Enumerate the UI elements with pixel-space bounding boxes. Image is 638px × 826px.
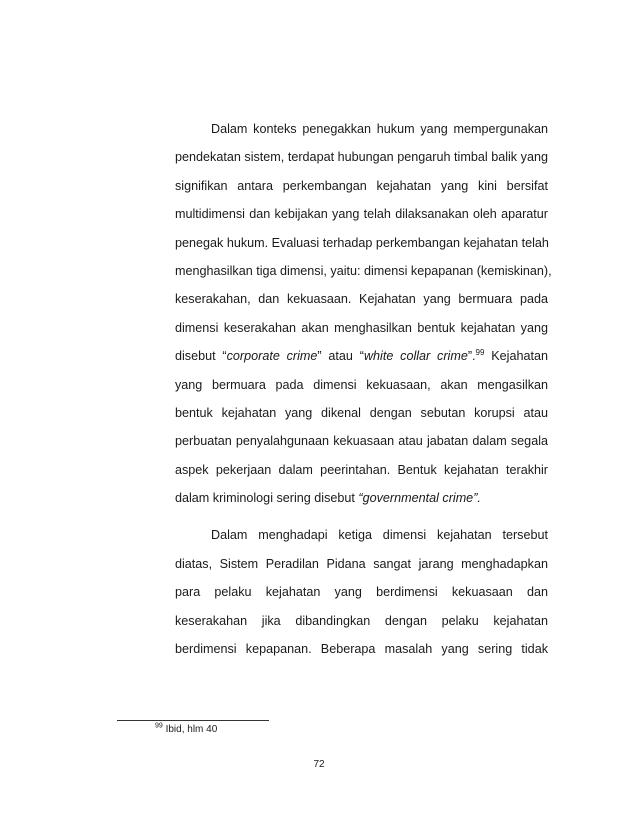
text-fragment: Kejahatan bbox=[484, 349, 548, 364]
text-line: diatas, Sistem Peradilan Pidana sangat jarang menghadapkan bbox=[175, 556, 548, 571]
footnote-reference: 99 bbox=[475, 347, 485, 357]
text-line: para pelaku kejahatan yang berdimensi kekuasaan dan bbox=[175, 585, 548, 600]
text-line: yang bermuara pada dimensi kekuasaan, akan mengasilkan bbox=[175, 377, 548, 392]
text-fragment: ” atau “ bbox=[317, 349, 364, 364]
text-line: berdimensi kepapanan. Beberapa masalah yang sering tidak bbox=[175, 642, 548, 657]
text-line: aspek pekerjaan dalam peerintahan. Bentuk kejahatan terakhir bbox=[175, 462, 548, 477]
text-fragment: disebut “ bbox=[175, 349, 227, 364]
text-line: penegak hukum. Evaluasi terhadap perkembangan kejahatan telah bbox=[175, 235, 549, 250]
footnote-separator bbox=[117, 720, 269, 721]
text-line: pendekatan sistem, terdapat hubungan pengaruh timbal balik yang bbox=[175, 150, 548, 165]
italic-term-corporate-crime: corporate crime bbox=[226, 349, 318, 364]
italic-term-governmental-crime: “governmental crime”. bbox=[358, 491, 481, 506]
text-line: bentuk kejahatan yang dikenal dengan sebutan korupsi atau bbox=[175, 405, 548, 420]
text-fragment: ”. bbox=[467, 349, 476, 364]
text-line: Dalam menghadapi ketiga dimensi kejahatan tersebut bbox=[211, 528, 548, 543]
body-text bbox=[175, 115, 552, 663]
text-line: perbuatan penyalahgunaan kekuasaan atau jabatan dalam segala bbox=[175, 434, 548, 449]
text-line: signifikan antara perkembangan kejahatan yang kini bersifat bbox=[175, 178, 548, 193]
paragraph-2 bbox=[175, 521, 548, 663]
text-line: dimensi keserakahan akan menghasilkan bentuk kejahatan yang bbox=[175, 320, 548, 335]
italic-term-white-collar-crime: white collar crime bbox=[363, 349, 468, 364]
text-line-with-footnote-ref bbox=[175, 342, 548, 370]
footnote bbox=[155, 723, 217, 737]
text-line: Dalam konteks penegakkan hukum yang mempergunakan bbox=[211, 122, 548, 136]
footnote-text: Ibid, hlm 40 bbox=[162, 724, 218, 735]
page-number: 72 bbox=[313, 759, 325, 770]
text-line bbox=[175, 484, 548, 512]
text-line: multidimensi dan kebijakan yang telah dilaksanakan oleh aparatur bbox=[175, 207, 548, 222]
text-line: keserakahan, dan kekuasaan. Kejahatan yang bermuara pada bbox=[175, 292, 548, 307]
text-line: menghasilkan tiga dimensi, yaitu: dimensi kepapanan (kemiskinan), bbox=[175, 263, 552, 278]
text-fragment: dalam kriminologi sering disebut bbox=[175, 491, 359, 506]
footnote-number: 99 bbox=[155, 722, 163, 730]
text-line: keserakahan jika dibandingkan dengan pelaku kejahatan bbox=[175, 613, 548, 628]
paragraph-1 bbox=[175, 115, 552, 512]
